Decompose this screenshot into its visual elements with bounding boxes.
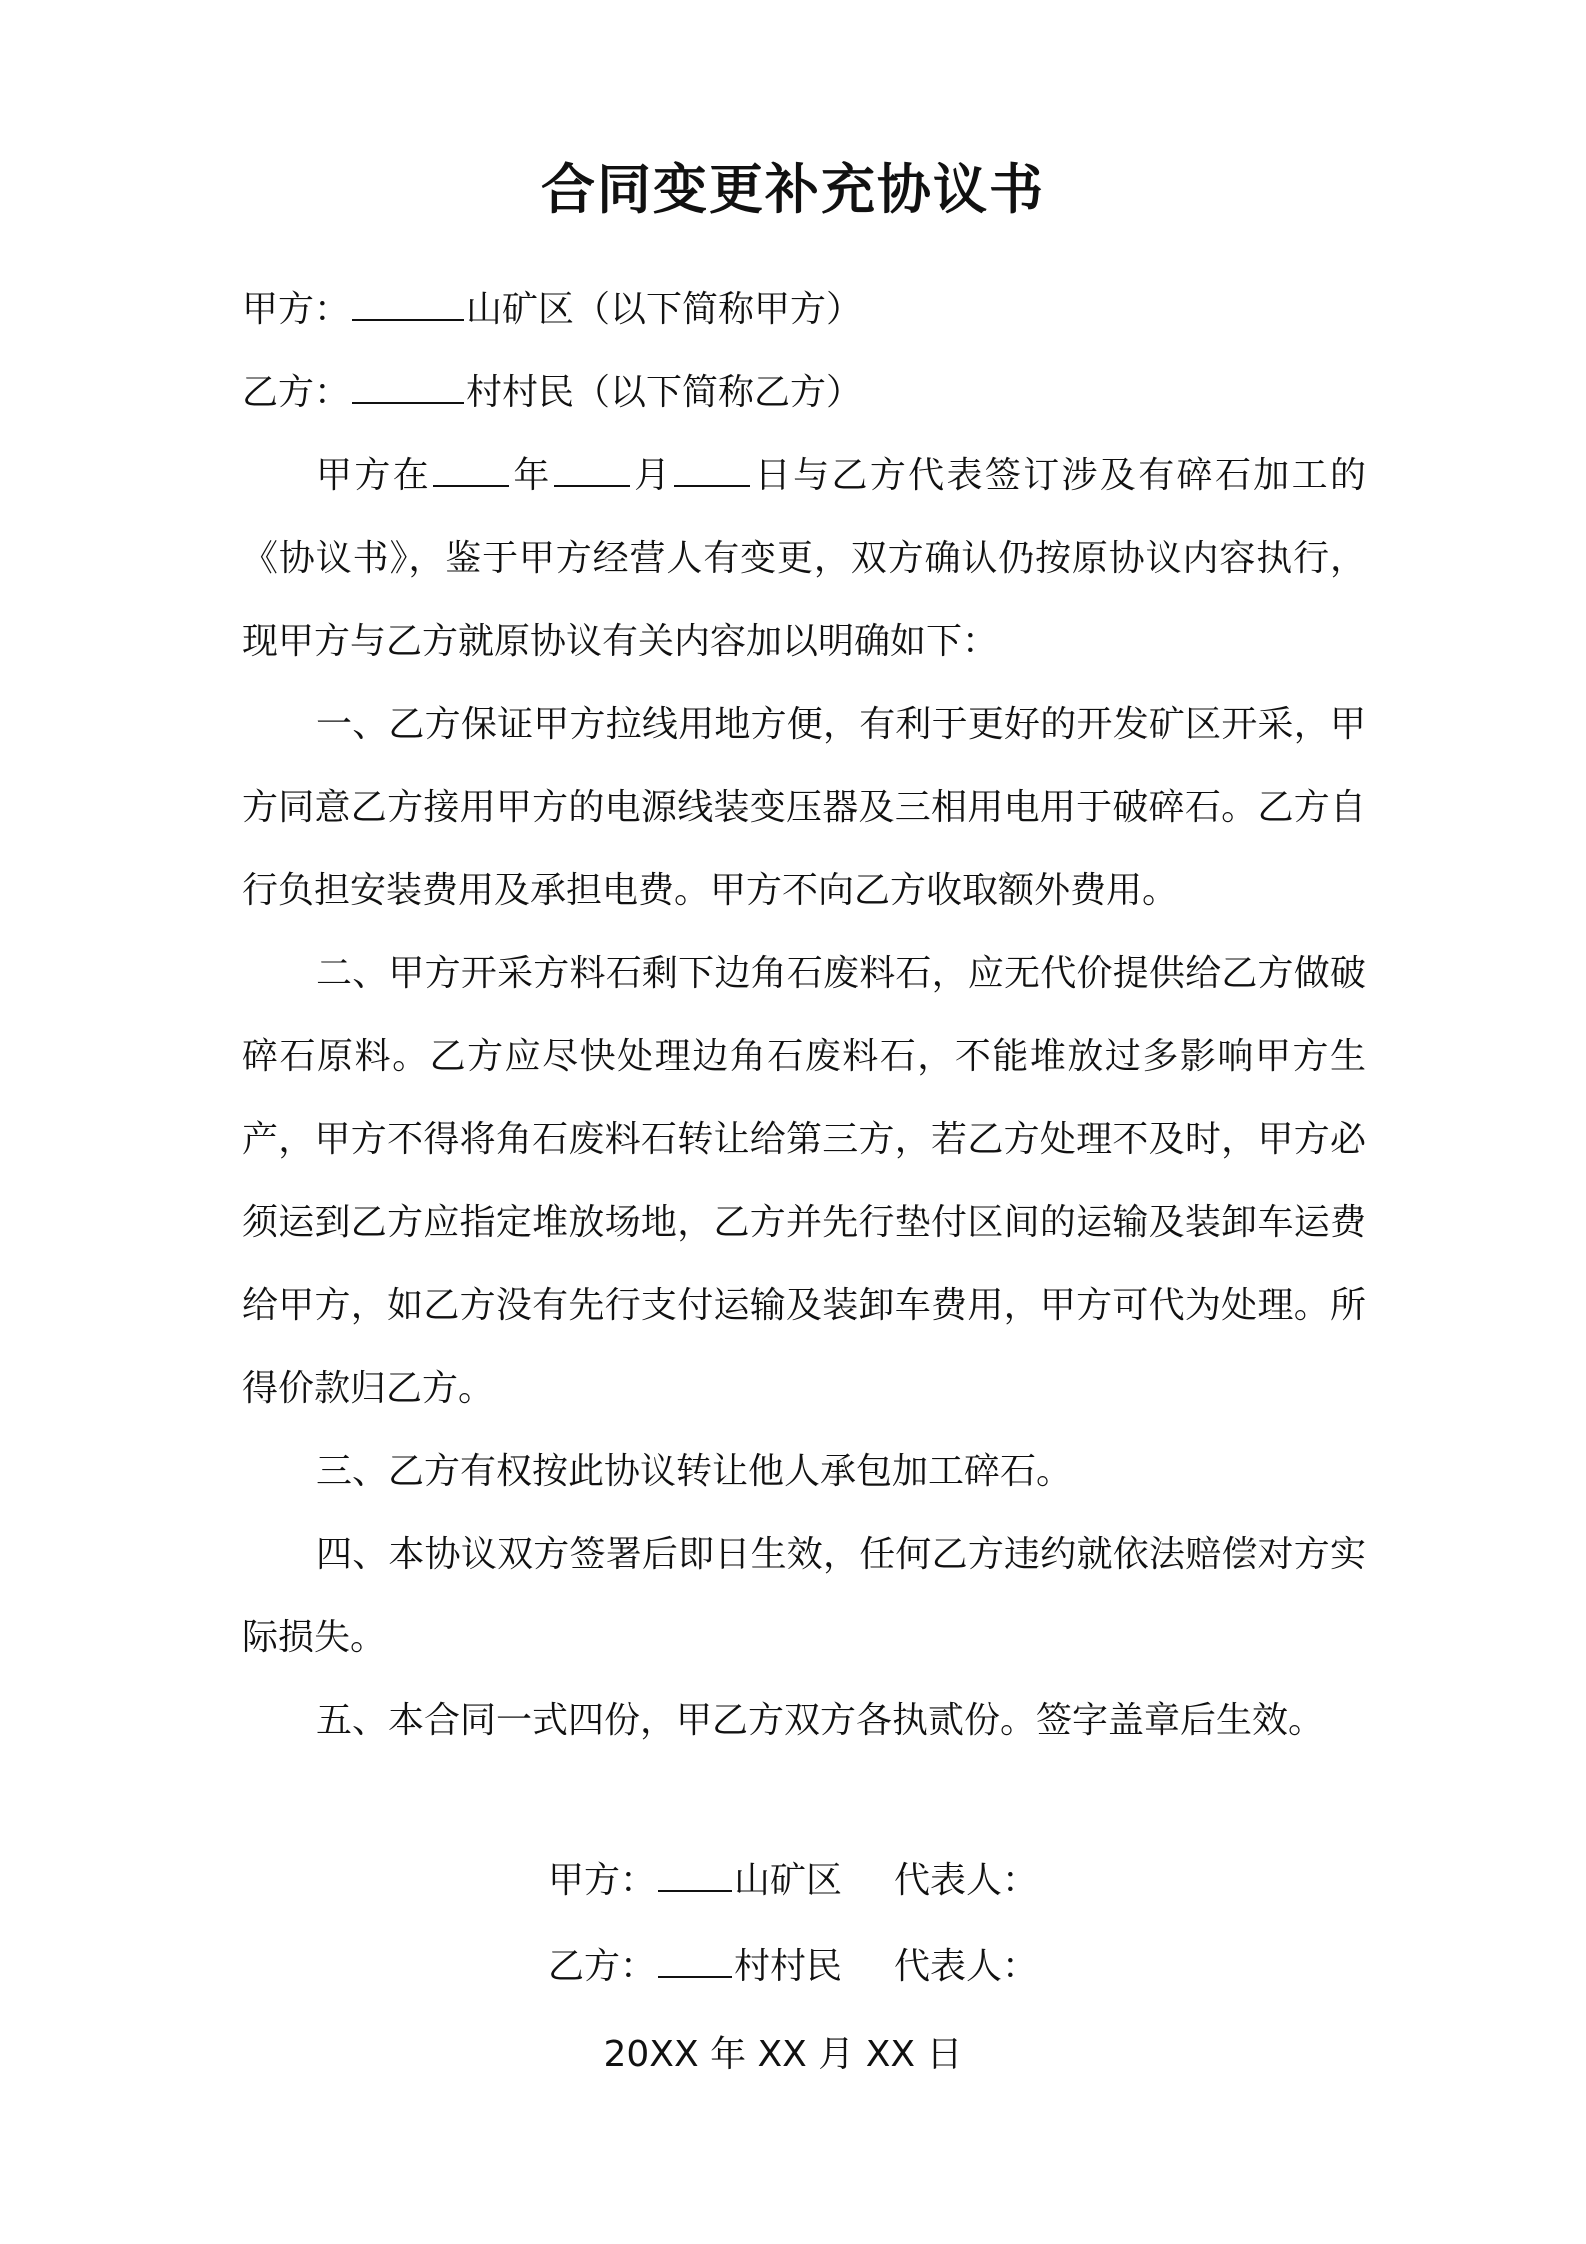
party-a-name: 山矿区（以下简称甲方） bbox=[466, 289, 863, 330]
clause-1 bbox=[242, 683, 1366, 932]
party-a-blank bbox=[352, 285, 464, 321]
clause-2-text: 二、甲方开采方料石剩下边角石废料石，应无代价提供给乙方做破碎石原料。乙方应尽快处理边角石废料石，不能堆放过多影响甲方生产，甲方不得将角石废料石转让给第三方，若乙方处理不及时，甲方必须运到乙方应指定堆放场地，乙方并先行垫付区间的运输及装卸车运费给甲方，如乙方没有先行支付运输及装卸车费用，甲方可代为处理。所得价款归乙方。 bbox=[242, 953, 1366, 1409]
clause-3 bbox=[242, 1430, 1366, 1513]
intro-year: 年 bbox=[511, 455, 552, 496]
party-b-blank bbox=[352, 368, 464, 404]
clause-1-text: 一、乙方保证甲方拉线用地方便，有利于更好的开发矿区开采，甲方同意乙方接用甲方的电源线装变压器及三相用电用于破碎石。乙方自行负担安装费用及承担电费。甲方不向乙方收取额外费用。 bbox=[242, 704, 1366, 911]
clause-2 bbox=[242, 932, 1366, 1430]
signature-party-a bbox=[548, 1838, 1038, 1924]
document-body bbox=[242, 268, 1366, 1762]
document-title: 合同变更补充协议书 bbox=[541, 158, 1045, 221]
clause-5 bbox=[242, 1679, 1366, 1762]
sign-a-name: 山矿区 bbox=[734, 1860, 843, 1901]
sign-b-blank bbox=[658, 1942, 732, 1978]
year-blank bbox=[433, 451, 509, 487]
signature-block bbox=[548, 1838, 1038, 2010]
sign-b-label: 乙方： bbox=[548, 1946, 657, 1987]
party-b-label: 乙方： bbox=[242, 372, 351, 413]
party-b-line bbox=[242, 351, 1366, 434]
clause-4 bbox=[242, 1513, 1366, 1679]
intro-prefix: 甲方在 bbox=[316, 455, 432, 496]
sign-b-rep-label: 代表人： bbox=[894, 1946, 1039, 1987]
clause-4-text: 四、本协议双方签署后即日生效，任何乙方违约就依法赔偿对方实际损失。 bbox=[242, 1534, 1366, 1658]
day-blank bbox=[674, 451, 750, 487]
party-a-line bbox=[242, 268, 1366, 351]
party-b-name: 村村民（以下简称乙方） bbox=[466, 372, 863, 413]
intro-paragraph bbox=[242, 434, 1366, 683]
party-a-label: 甲方： bbox=[242, 289, 351, 330]
month-blank bbox=[554, 451, 630, 487]
signature-party-b bbox=[548, 1924, 1038, 2010]
sign-b-name: 村村民 bbox=[734, 1946, 843, 1987]
sign-a-blank bbox=[658, 1856, 732, 1892]
intro-rest: 日与乙方代表签订涉及有碎石加工的《协议书》，鉴于甲方经营人有变更，双方确认仍按原协议内容执行，现甲方与乙方就原协议有关内容加以明确如下： bbox=[242, 455, 1366, 662]
sign-a-rep-label: 代表人： bbox=[894, 1860, 1039, 1901]
signing-date-line bbox=[0, 2012, 1586, 2098]
sign-a-label: 甲方： bbox=[548, 1860, 657, 1901]
intro-month: 月 bbox=[631, 455, 673, 496]
clause-5-text: 五、本合同一式四份，甲乙方双方各执贰份。签字盖章后生效。 bbox=[316, 1700, 1325, 1741]
signing-date: 20XX 年 XX 月 XX 日 bbox=[603, 2034, 963, 2075]
clause-3-text: 三、乙方有权按此协议转让他人承包加工碎石。 bbox=[316, 1451, 1073, 1492]
